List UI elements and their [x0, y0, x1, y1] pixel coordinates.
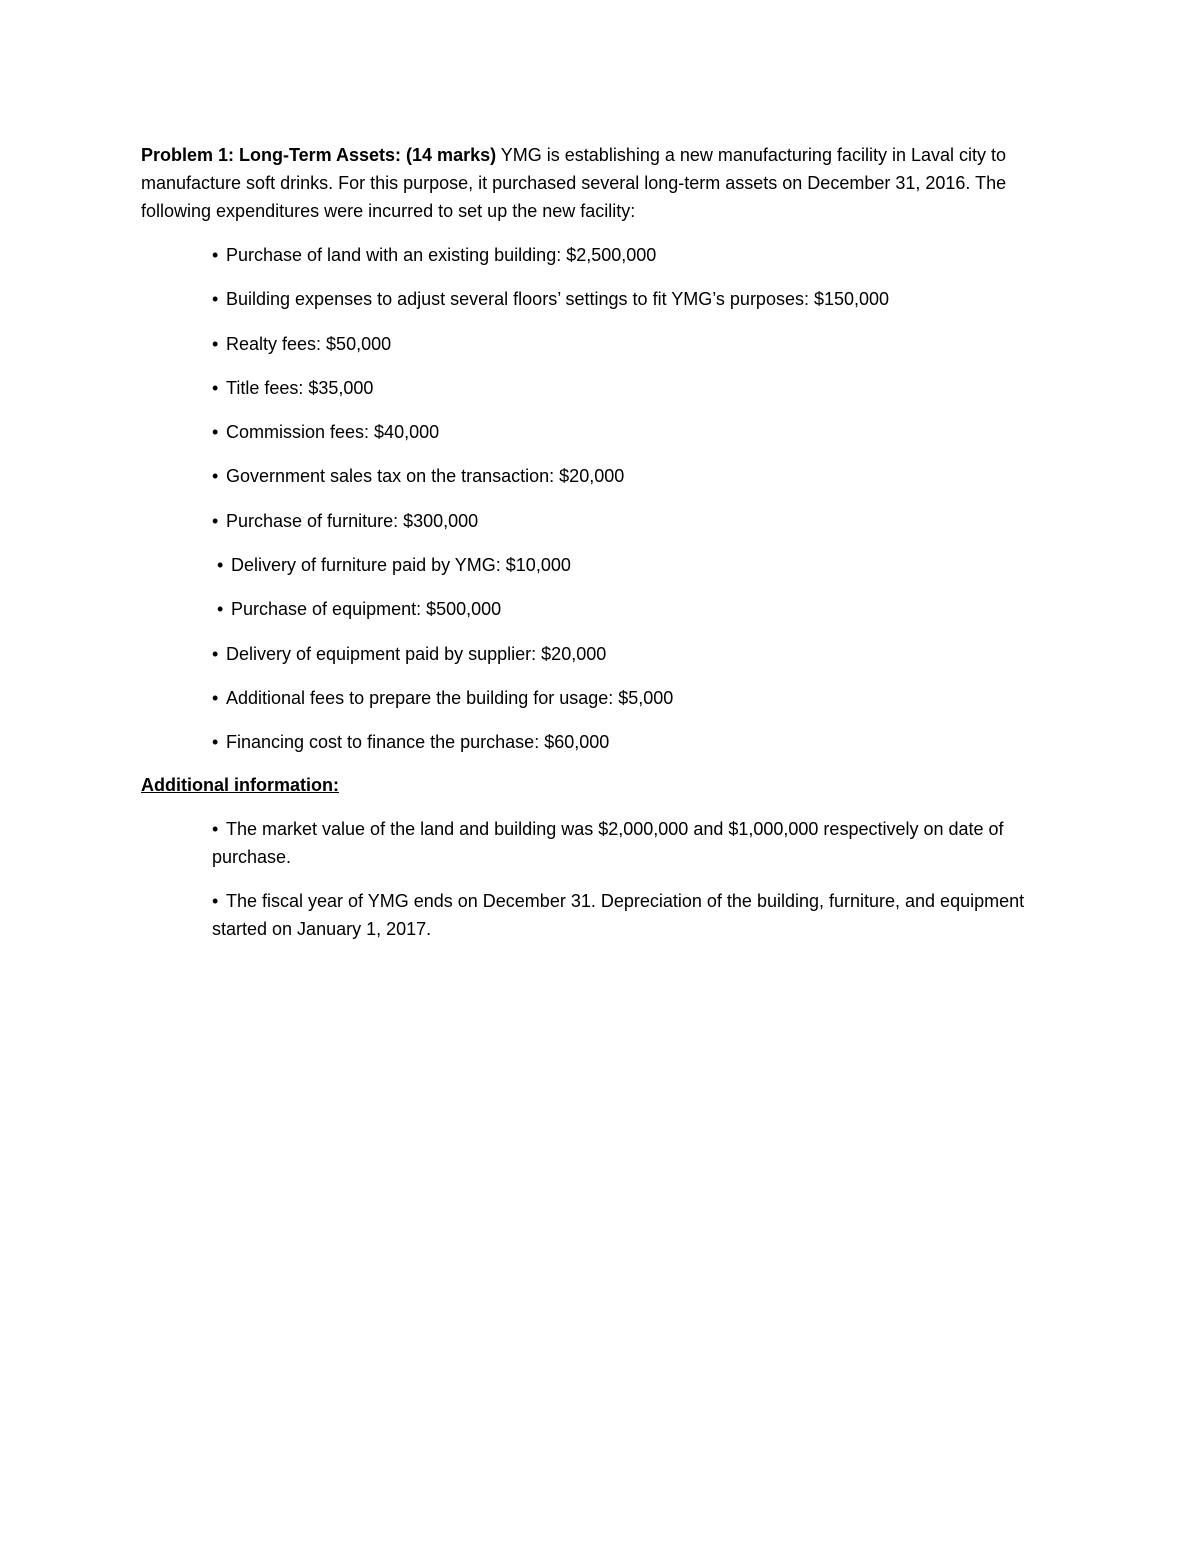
list-item — [212, 330, 1072, 374]
list-item — [212, 640, 1072, 684]
bullet-icon: • — [217, 599, 224, 620]
bullet-icon: • — [212, 510, 219, 531]
list-item — [212, 551, 1072, 595]
bullet-icon: • — [212, 732, 219, 753]
list-item — [212, 684, 1072, 728]
problem-intro: YMG is establishing a new manufacturing facility in Laval city to manufacture soft drinks. For this purpose, it purchased several long-term assets on December 31, 2016. The following expenditures were incurred to set up the new facility: — [141, 145, 1007, 221]
bullet-icon: • — [212, 377, 219, 398]
bullet-icon: • — [212, 891, 219, 911]
expense-text: Purchase of furniture: $300,000 — [226, 510, 479, 531]
expense-text: Title fees: $35,000 — [226, 377, 374, 398]
expense-text: Government sales tax on the transaction: $20,000 — [226, 466, 625, 487]
expense-text: Commission fees: $40,000 — [226, 422, 440, 443]
bullet-icon: • — [212, 245, 219, 265]
bullet-icon: • — [212, 289, 219, 310]
list-item — [212, 374, 1072, 418]
expense-text: Purchase of land with an existing building: $2,500,000 — [226, 245, 657, 265]
bullet-icon: • — [212, 333, 219, 354]
bullet-icon: • — [212, 422, 219, 443]
problem-statement — [141, 141, 1061, 225]
list-item — [212, 507, 1072, 551]
bullet-icon: • — [212, 819, 219, 839]
list-item — [212, 462, 1072, 506]
info-text: The market value of the land and building was $2,000,000 and $1,000,000 respectively on date of purchase. — [212, 819, 1004, 867]
list-item — [212, 595, 1072, 639]
expense-text: Delivery of furniture paid by YMG: $10,000 — [231, 555, 571, 576]
list-item — [212, 285, 1072, 329]
expense-text: Delivery of equipment paid by supplier: $20,000 — [226, 643, 607, 664]
bullet-icon: • — [212, 643, 219, 664]
bullet-icon: • — [212, 466, 219, 487]
additional-info-list — [212, 815, 1072, 959]
list-item — [212, 728, 1072, 772]
expense-text: Purchase of equipment: $500,000 — [231, 599, 502, 620]
problem-title: Problem 1: Long-Term Assets: (14 marks) — [141, 145, 497, 165]
list-item — [212, 418, 1072, 462]
list-item — [212, 887, 1072, 943]
list-item — [212, 815, 1072, 871]
expense-text: Realty fees: $50,000 — [226, 333, 392, 354]
list-item — [212, 241, 1072, 285]
expenditure-list — [212, 241, 1072, 773]
expense-text: Additional fees to prepare the building for usage: $5,000 — [226, 687, 674, 708]
expense-text: Financing cost to finance the purchase: $60,000 — [226, 732, 610, 753]
bullet-icon: • — [217, 555, 224, 576]
additional-info-heading: Additional information: — [141, 775, 339, 795]
info-text: The fiscal year of YMG ends on December 31. Depreciation of the building, furniture, and equipment started on January 1, 2017. — [212, 891, 1025, 939]
expense-text: Building expenses to adjust several floors’ settings to fit YMG’s purposes: $150,000 — [226, 289, 890, 310]
bullet-icon: • — [212, 687, 219, 708]
